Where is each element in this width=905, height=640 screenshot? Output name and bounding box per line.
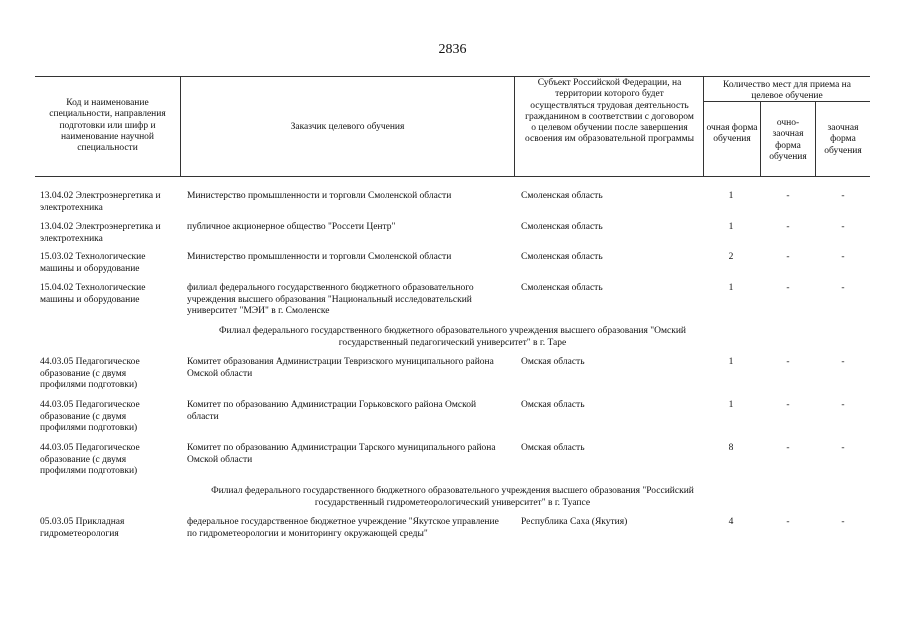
- row-full-time: 1: [728, 357, 734, 367]
- row-subject: Омская область: [521, 443, 585, 453]
- row-extramural: -: [841, 443, 845, 453]
- row-extramural: -: [841, 400, 845, 410]
- row-part-time: -: [786, 283, 790, 293]
- row-part-time: -: [786, 400, 790, 410]
- header-code: Код и наименование специальности, направления подготовки или шифр и наименование научной специальности: [49, 98, 166, 154]
- row-customer: Министерство промышленности и торговли Смоленской области: [187, 252, 452, 262]
- row-extramural: -: [841, 283, 845, 293]
- row-customer: публичное акционерное общество "Россети Центр": [187, 222, 396, 232]
- col-divider-3: [703, 76, 704, 176]
- header-part-time: очно-заочная форма обучения: [769, 118, 807, 162]
- header-full-time: очная форма обучения: [706, 123, 758, 145]
- row-subject: Омская область: [521, 400, 585, 410]
- row-extramural: -: [841, 252, 845, 262]
- row-subject: Смоленская область: [521, 252, 603, 262]
- header-customer: Заказчик целевого обучения: [290, 122, 405, 132]
- row-customer: филиал федерального государственного бюджетного образовательного учреждения высшего образования "Национальный исследовательский университет "МЭИ" в г. Смоленске: [187, 283, 474, 317]
- row-full-time: 4: [728, 517, 734, 527]
- row-customer: Министерство промышленности и торговли Смоленской области: [187, 191, 452, 201]
- table-header-bottom-border: [35, 176, 870, 177]
- row-subject: Смоленская область: [521, 191, 603, 201]
- row-part-time: -: [786, 191, 790, 201]
- row-full-time: 1: [728, 222, 734, 232]
- row-part-time: -: [786, 443, 790, 453]
- row-full-time: 2: [728, 252, 734, 262]
- row-extramural: -: [841, 357, 845, 367]
- row-code: 15.04.02 Технологические машины и оборудование: [40, 283, 146, 305]
- row-part-time: -: [786, 252, 790, 262]
- group-heading: Филиал федерального государственного бюджетного образовательного учреждения высшего образования "Омский государственный педагогический университет" в г. Таре: [218, 326, 687, 348]
- col-divider-1: [180, 76, 181, 176]
- row-full-time: 1: [728, 191, 734, 201]
- row-code: 44.03.05 Педагогическое образование (с двумя профилями подготовки): [40, 443, 140, 477]
- row-code: 44.03.05 Педагогическое образование (с двумя профилями подготовки): [40, 400, 140, 434]
- row-full-time: 8: [728, 443, 734, 453]
- row-part-time: -: [786, 222, 790, 232]
- row-customer: федеральное государственное бюджетное учреждение "Якутское управление по гидрометеорологии и мониторингу окружающей среды": [187, 517, 499, 539]
- row-code: 15.03.02 Технологические машины и оборудование: [40, 252, 146, 274]
- row-part-time: -: [786, 517, 790, 527]
- row-subject: Республика Саха (Якутия): [521, 517, 628, 527]
- group-heading: Филиал федерального государственного бюджетного образовательного учреждения высшего образования "Российский государственный гидрометеорологический университет" в г. Туапсе: [211, 486, 694, 508]
- row-extramural: -: [841, 517, 845, 527]
- row-customer: Комитет образования Администрации Тевризского муниципального района Омской области: [187, 357, 494, 379]
- table-top-border: [35, 76, 870, 77]
- row-code: 13.04.02 Электроэнергетика и электротехника: [40, 191, 161, 213]
- col-divider-4: [760, 101, 761, 176]
- row-code: 44.03.05 Педагогическое образование (с двумя профилями подготовки): [40, 357, 140, 391]
- row-full-time: 1: [728, 283, 734, 293]
- row-code: 05.03.05 Прикладная гидрометеорология: [40, 517, 125, 539]
- row-customer: Комитет по образованию Администрации Горьковского района Омской области: [187, 400, 477, 422]
- row-code: 13.04.02 Электроэнергетика и электротехника: [40, 222, 161, 244]
- row-subject: Смоленская область: [521, 283, 603, 293]
- header-places: Количество мест для приема на целевое обучение: [723, 80, 851, 102]
- row-extramural: -: [841, 191, 845, 201]
- header-subject: Субъект Российской Федерации, на территории которого будет осуществляться трудовая деятельность гражданином в соответствии с договором о целевом обучении после завершения освоения им образовательной программы: [524, 78, 694, 145]
- header-extramural: заочная форма обучения: [824, 123, 862, 156]
- row-extramural: -: [841, 222, 845, 232]
- col-divider-5: [815, 101, 816, 176]
- row-subject: Омская область: [521, 357, 585, 367]
- row-full-time: 1: [728, 400, 734, 410]
- row-customer: Комитет по образованию Администрации Тарского муниципального района Омской области: [187, 443, 496, 465]
- row-part-time: -: [786, 357, 790, 367]
- col-divider-2: [514, 76, 515, 176]
- row-subject: Смоленская область: [521, 222, 603, 232]
- page-number: 2836: [438, 42, 467, 57]
